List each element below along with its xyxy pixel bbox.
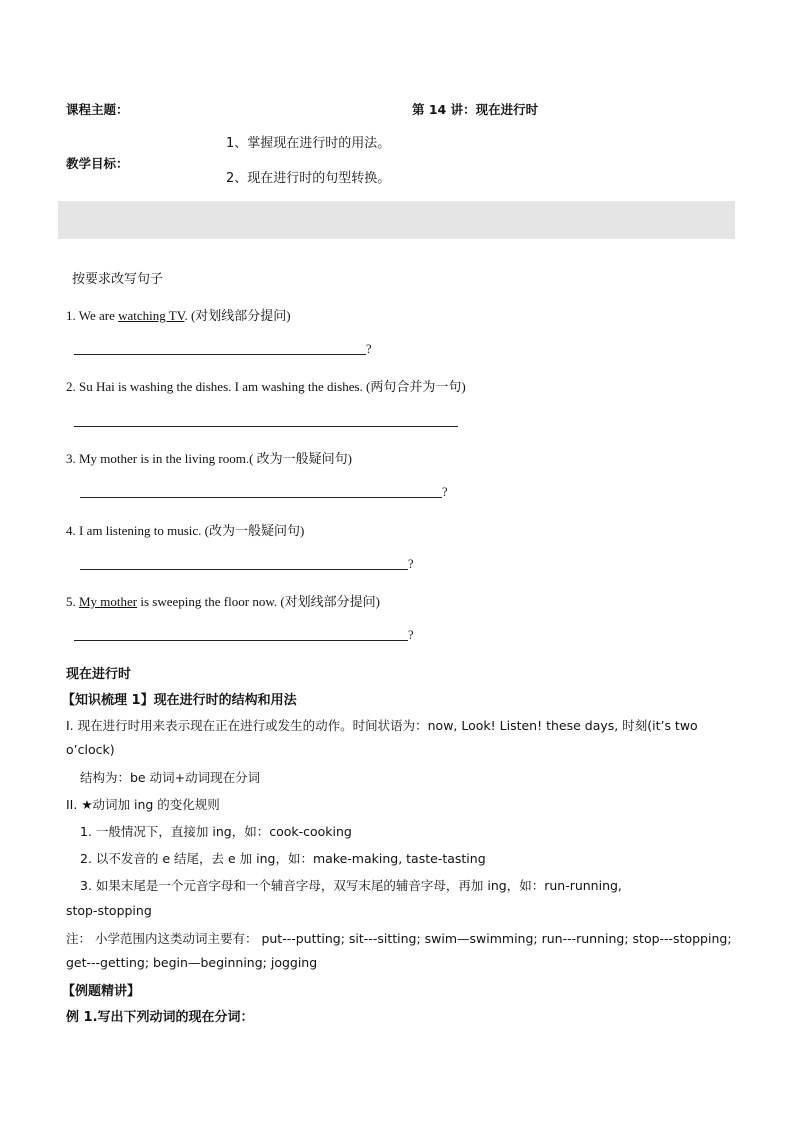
rule-1: 1. 一般情况下，直接加 ing，如：cook-cooking <box>80 824 352 839</box>
answer-qmark-4: ? <box>408 557 414 571</box>
exercise-item-4: 4. I am listening to music. (改为一般疑问句) <box>66 523 305 538</box>
exercise-title: 按要求改写句子 <box>72 272 164 287</box>
goal-label: 教学目标： <box>66 156 129 171</box>
structure-line: 结构为：be 动词+动词现在分词 <box>80 770 261 785</box>
goal-item-2: 2、现在进行时的句型转换。 <box>226 171 391 186</box>
answer-qmark-5: ? <box>408 628 414 642</box>
answer-qmark-3: ? <box>442 485 448 499</box>
point2-title: II. ★动词加 ing 的变化规则 <box>66 797 220 812</box>
answer-line-2[interactable] <box>74 426 458 427</box>
exercise-item-2: 2. Su Hai is washing the dishes. I am washing the dishes. (两句合并为一句) <box>66 379 466 394</box>
underlined-phrase: My mother <box>79 594 138 609</box>
rule-3-continued: stop-stopping <box>66 903 152 918</box>
course-topic-label: 课程主题： <box>66 102 129 117</box>
answer-line-4[interactable] <box>80 569 408 570</box>
note-line-1: 注： 小学范围内这类动词主要有： put---putting; sit---sitting; swim—swimming; run---running; stop---stopping; <box>66 931 732 946</box>
answer-line-1[interactable] <box>74 354 366 355</box>
exercise-item-3: 3. My mother is in the living room.( 改为一般疑问句) <box>66 451 352 466</box>
grammar-heading: 现在进行时 <box>66 667 132 682</box>
example-1-prompt: 例 1.写出下列动词的现在分词： <box>66 1010 254 1025</box>
gray-separator-band <box>58 201 735 239</box>
rule-2: 2. 以不发音的 e 结尾，去 e 加 ing，如：make-making, taste-tasting <box>80 851 486 866</box>
exercise-item-5: 5. My mother is sweeping the floor now. (对划线部分提问) <box>66 594 381 609</box>
examples-section-title: 【例题精讲】 <box>62 984 141 999</box>
point1-line1: I. 现在进行时用来表示现在正在进行或发生的动作。时间状语为：now, Look! Listen! these days, 时刻(it’s two <box>66 718 698 733</box>
answer-qmark-1: ? <box>366 342 372 356</box>
point1-line2: o’clock) <box>66 742 115 757</box>
answer-line-5[interactable] <box>74 640 408 641</box>
rule-3: 3. 如果末尾是一个元音字母和一个辅音字母，双写末尾的辅音字母，再加 ing，如：run-running, <box>80 878 622 893</box>
exercise-item-1: 1. We are watching TV. (对划线部分提问) <box>66 308 291 323</box>
underlined-phrase: watching TV <box>118 308 185 323</box>
course-topic-value: 第 14 讲：现在进行时 <box>412 102 539 117</box>
note-line-2: get---getting; begin—beginning; jogging <box>66 955 318 970</box>
goal-item-1: 1、掌握现在进行时的用法。 <box>226 136 391 151</box>
answer-line-3[interactable] <box>80 497 442 498</box>
knowledge-section-title: 【知识梳理 1】现在进行时的结构和用法 <box>62 693 297 708</box>
